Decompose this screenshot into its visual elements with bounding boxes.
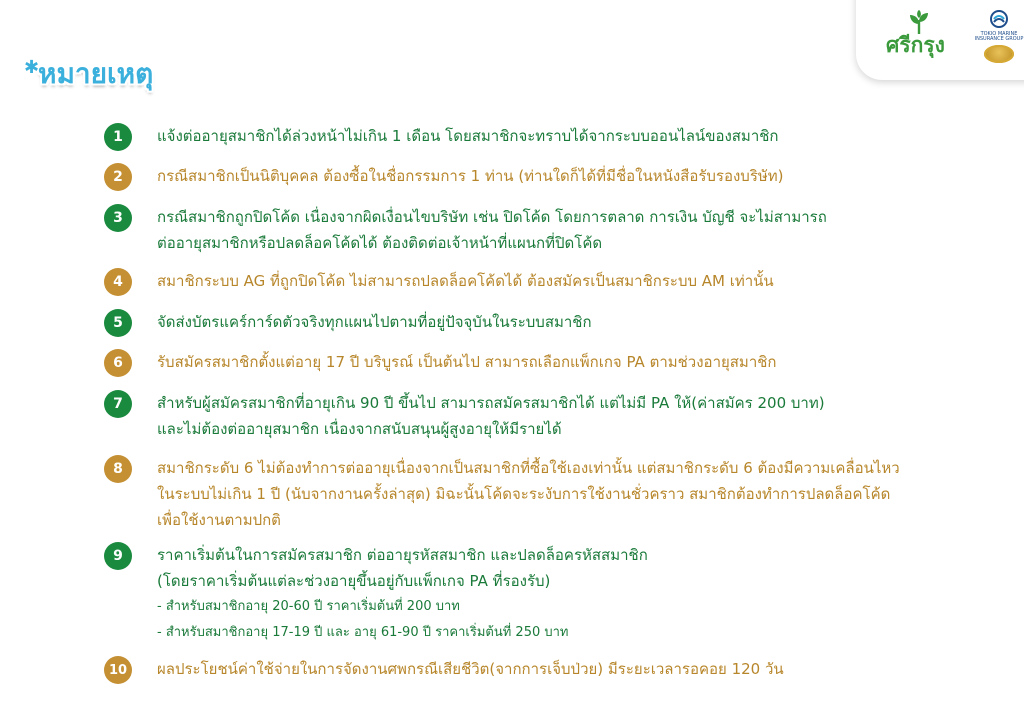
note-text [157,268,997,294]
note-text [157,542,997,646]
tokio-marine-icon [990,10,1008,28]
page-title-text: หมายเหตุ [38,57,154,90]
note-line: กรณีสมาชิกเป็นนิติบุคคล ต้องซื้อในชื่อกรรมการ 1 ท่าน (ท่านใดก็ได้ที่มีชื่อในหนังสือรับรองบริษัท) [157,167,784,185]
note-line: ในระบบไม่เกิน 1 ปี (นับจากงานครั้งล่าสุด) มิฉะนั้นโค้ดจะระงับการใช้งานชั่วคราว สมาชิกต้องทำการปลดล็อคโค้ด [157,485,891,503]
partner-name: TOKIO MARINE [980,31,1018,37]
partner-group: INSURANCE GROUP [974,36,1024,42]
note-text [157,656,997,682]
note-line: และไม่ต้องต่ออายุสมาชิก เนื่องจากสนับสนุนผู้สูงอายุให้มีรายได้ [157,420,562,438]
note-number-badge: 5 [104,309,132,337]
note-text [157,309,997,335]
note-line: ราคาเริ่มต้นในการสมัครสมาชิก ต่ออายุรหัสสมาชิก และปลดล็อครหัสสมาชิก [157,546,648,564]
note-number-badge: 1 [104,123,132,151]
partner-logo [972,10,1024,63]
sprout-icon [908,10,930,34]
note-number-badge: 6 [104,349,132,377]
note-sub-line: - สำหรับสมาชิกอายุ 20-60 ปี ราคาเริ่มต้นที่ 200 บาท [157,599,460,614]
note-line: สำหรับผู้สมัครสมาชิกที่อายุเกิน 90 ปี ขึ้นไป สามารถสมัครสมาชิกได้ แต่ไม่มี PA ให้(ค่าสมัคร 200 บาท) [157,394,825,412]
note-text [157,349,997,375]
note-line: เพื่อใช้งานตามปกติ [157,511,281,529]
note-number-badge: 9 [104,542,132,570]
note-line: (โดยราคาเริ่มต้นแต่ละช่วงอายุขึ้นอยู่กับแพ็กเกจ PA ที่รองรับ) [157,572,551,590]
note-number-badge: 8 [104,455,132,483]
note-text [157,123,997,149]
brand-name: ศรีกรุง [886,33,945,57]
note-number-badge: 10 [104,656,132,684]
asterisk-icon: ✱ [24,57,40,78]
note-line: แจ้งต่ออายุสมาชิกได้ล่วงหน้าไม่เกิน 1 เดือน โดยสมาชิกจะทราบได้จากระบบออนไลน์ของสมาชิก [157,127,779,145]
note-line: ผลประโยชน์ค่าใช้จ่ายในการจัดงานศพกรณีเสียชีวิต(จากการเจ็บป่วย) มีระยะเวลารอคอย 120 วัน [157,660,784,678]
note-line: รับสมัครสมาชิกตั้งแต่อายุ 17 ปี บริบูรณ์ เป็นต้นไป สามารถเลือกแพ็กเกจ PA ตามช่วงอายุสมาชิก [157,353,777,371]
note-text [157,204,997,256]
note-number-badge: 2 [104,163,132,191]
note-text [157,390,997,442]
note-line: สมาชิกระบบ AG ที่ถูกปิดโค้ด ไม่สามารถปลดล็อคโค้ดได้ ต้องสมัครเป็นสมาชิกระบบ AM เท่านั้น [157,272,774,290]
note-line: ต่ออายุสมาชิกหรือปลดล็อคโค้ดได้ ต้องติดต่อเจ้าหน้าที่แผนกที่ปิดโค้ด [157,234,603,252]
note-text [157,163,997,189]
note-text [157,455,997,533]
logo-card [856,0,1024,80]
note-number-badge: 4 [104,268,132,296]
page-title [26,56,153,92]
note-number-badge: 7 [104,390,132,418]
note-line: จัดส่งบัตรแคร์การ์ดตัวจริงทุกแผนไปตามที่อยู่ปัจจุบันในระบบสมาชิก [157,313,592,331]
note-line: สมาชิกระดับ 6 ไม่ต้องทำการต่ออายุเนื่องจากเป็นสมาชิกที่ซื้อใช้เองเท่านั้น แต่สมาชิกระดับ 6 ต้องมีความเคลื่อนไหว [157,459,900,477]
note-line: กรณีสมาชิกถูกปิดโค้ด เนื่องจากผิดเงื่อนไขบริษัท เช่น ปิดโค้ด โดยการตลาด การเงิน บัญชี จะไม่สามารถ [157,208,827,226]
seal-icon [984,45,1014,63]
header [26,56,153,92]
note-sub-line: - สำหรับสมาชิกอายุ 17-19 ปี และ อายุ 61-90 ปี ราคาเริ่มต้นที่ 250 บาท [157,625,569,640]
note-number-badge: 3 [104,204,132,232]
